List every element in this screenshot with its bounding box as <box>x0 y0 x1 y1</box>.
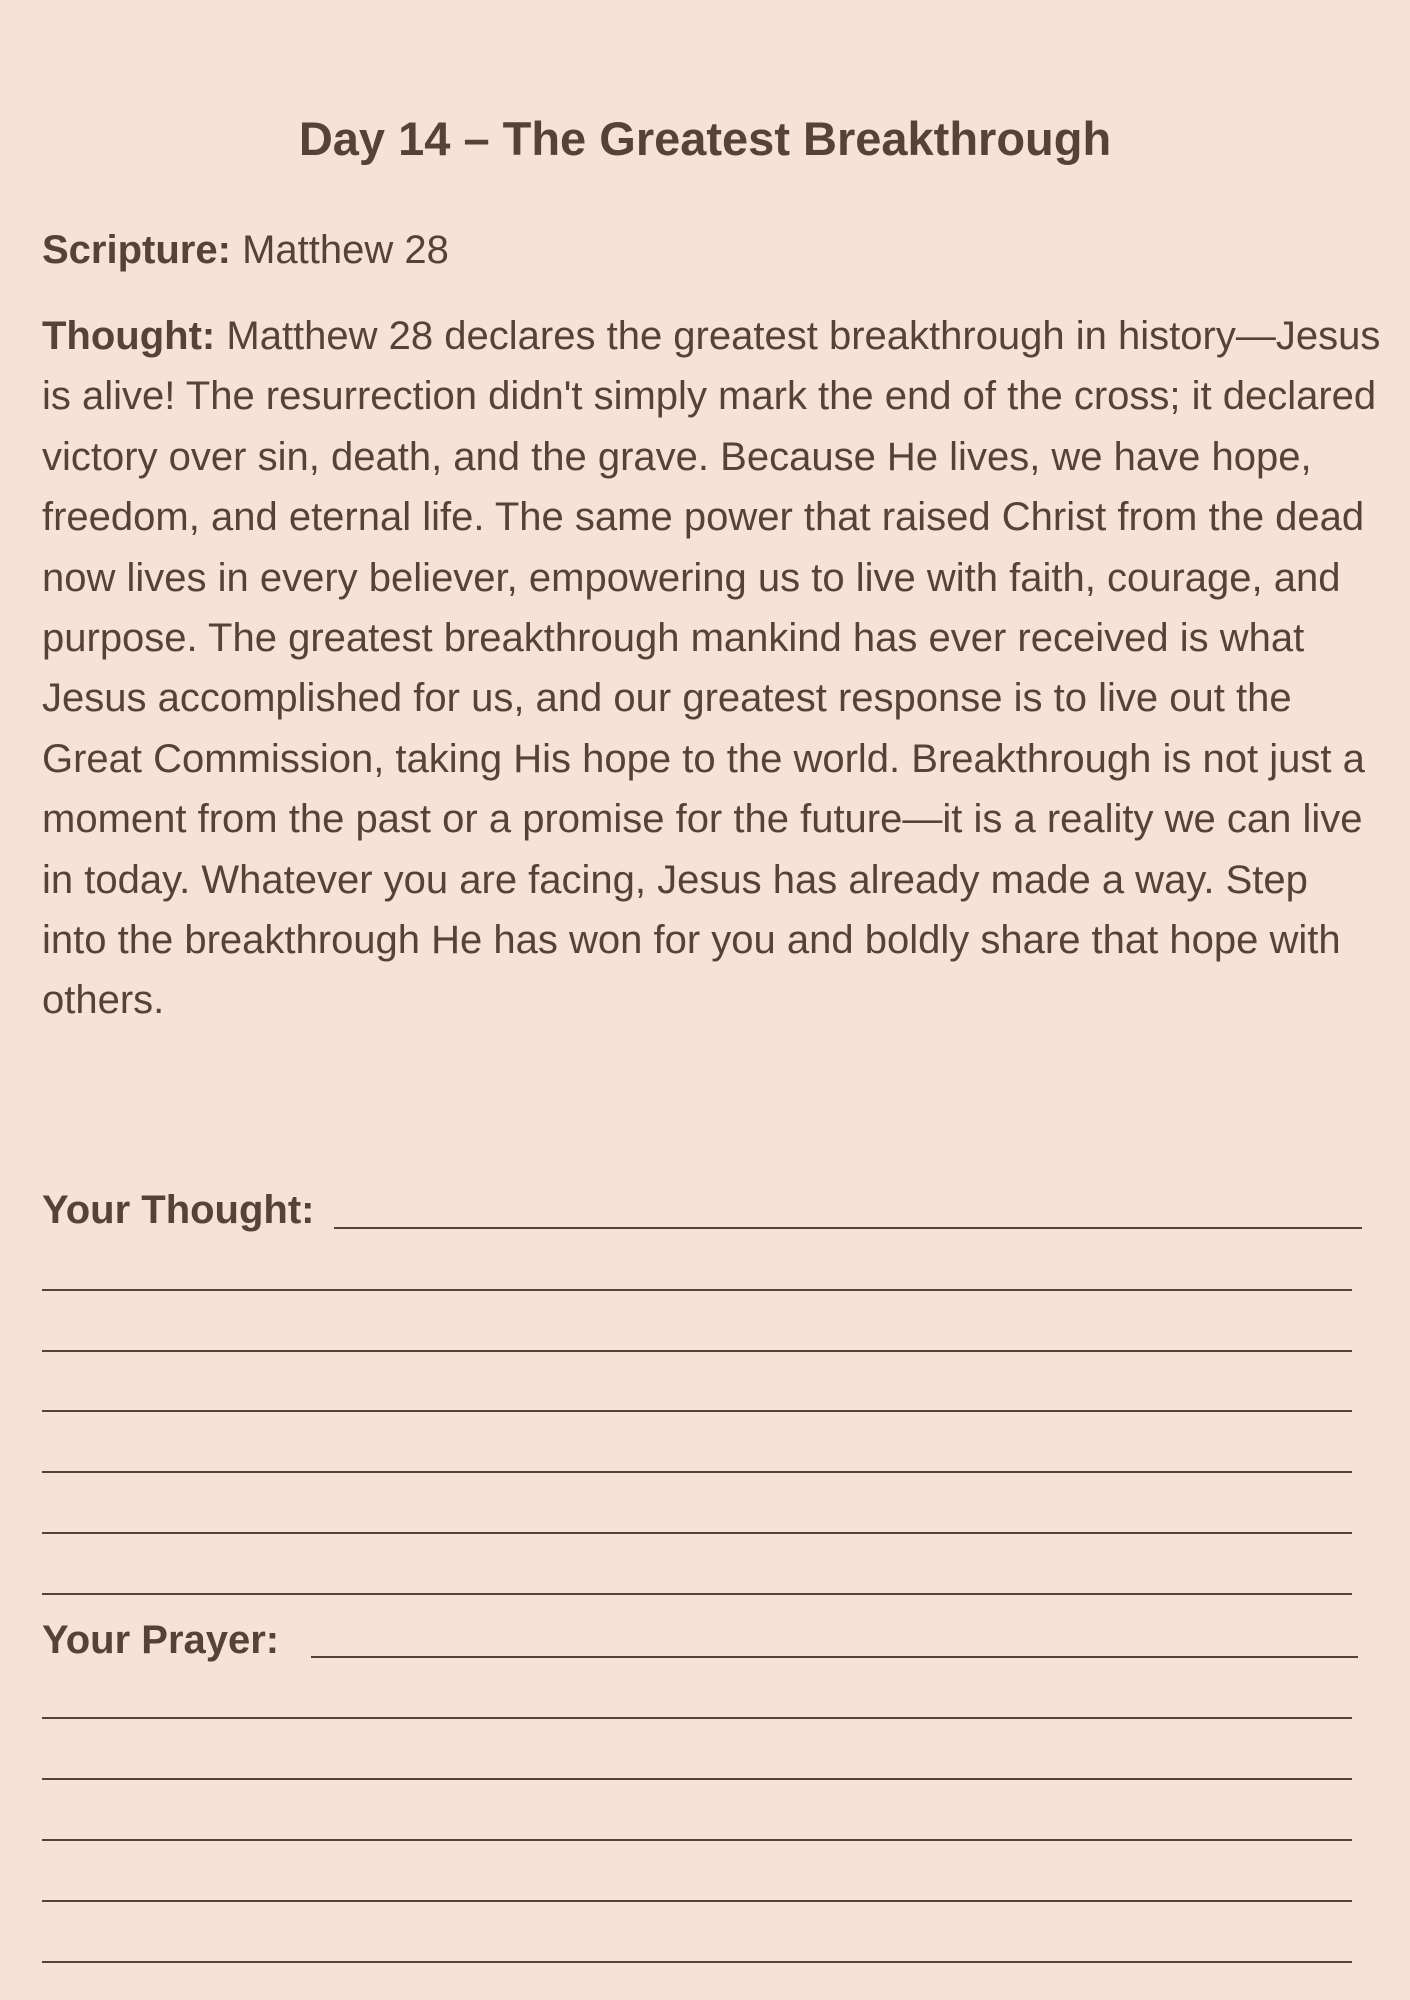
your-prayer-line[interactable] <box>311 1656 1358 1658</box>
your-thought-line[interactable] <box>42 1532 1352 1534</box>
thought-reference: Matthew 28 <box>226 314 434 358</box>
thought-body: declares the greatest breakthrough in history—Jesus is alive! The resurrection didn't simply mark the end of the cross; it declared victory over sin, death, and the grave. Because He lives, we have hope, freedom, and eternal life. The same power that raised Christ from the dead now lives in every believer, empowering us to live with faith, courage, and purpose. The greatest breakthrough mankind has ever received is what Jesus accomplished for us, and our greatest response is to live out the Great Commission, taking His hope to the world. Breakthrough is not just a moment from the past or a promise for the future—it is a reality we can live in today. Whatever you are facing, Jesus has already made a way. Step into the breakthrough He has won for you and boldly share that hope with others. <box>42 314 1381 1023</box>
scripture-line <box>42 218 449 282</box>
your-thought-line[interactable] <box>42 1471 1352 1473</box>
your-prayer-label: Your Prayer: <box>42 1618 280 1662</box>
your-thought-label: Your Thought: <box>42 1188 315 1232</box>
your-thought-line[interactable] <box>42 1410 1352 1412</box>
your-prayer-line[interactable] <box>42 1778 1352 1780</box>
your-prayer-line[interactable] <box>42 1961 1352 1963</box>
your-thought-line[interactable] <box>42 1593 1352 1595</box>
your-thought-line[interactable] <box>334 1227 1362 1229</box>
scripture-reference: Matthew 28 <box>242 228 449 272</box>
page-title: Day 14 – The Greatest Breakthrough <box>298 112 1112 165</box>
thought-label: Thought: <box>42 314 216 358</box>
your-prayer-line[interactable] <box>42 1900 1352 1902</box>
scripture-label: Scripture: <box>42 228 231 272</box>
your-thought-line[interactable] <box>42 1289 1352 1291</box>
your-prayer-line[interactable] <box>42 1717 1352 1719</box>
your-prayer-line[interactable] <box>42 1839 1352 1841</box>
your-thought-line[interactable] <box>42 1350 1352 1352</box>
thought-paragraph <box>42 306 1382 1031</box>
